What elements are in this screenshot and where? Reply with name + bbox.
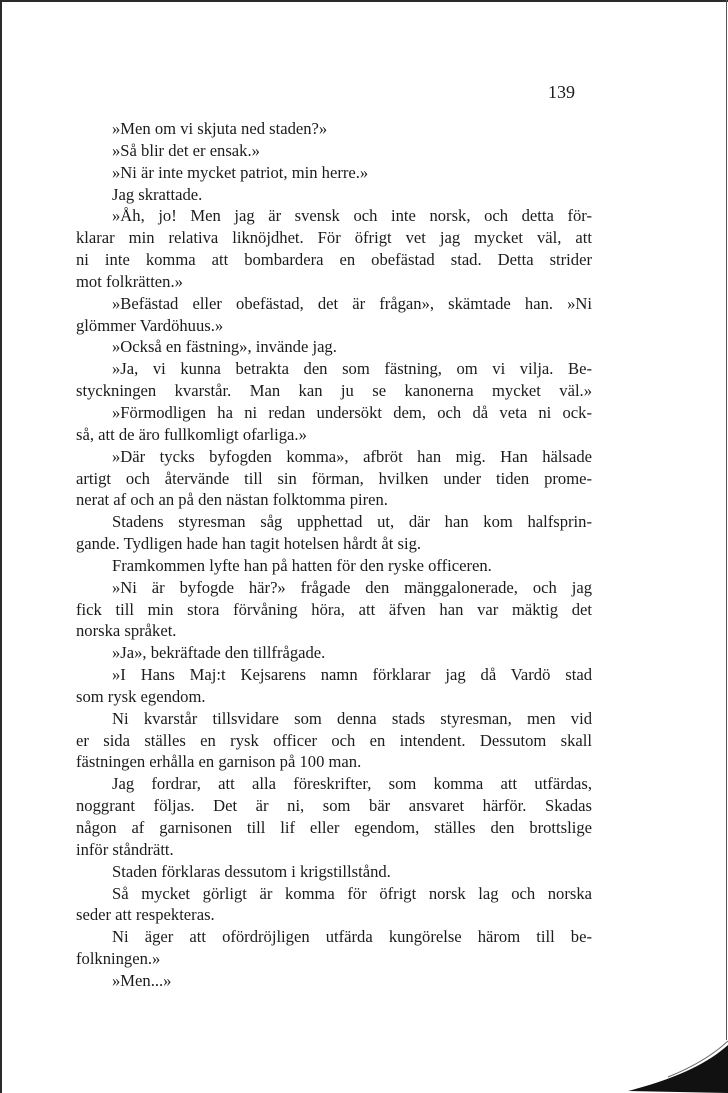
text-line: »Men om vi skjuta ned staden?» (112, 119, 328, 138)
text-line: Så mycket görligt är komma för öfrigt norsk lag och norska (112, 883, 592, 903)
text-line: artigt och återvände till sin förman, hvilken under tiden prome- (76, 468, 592, 488)
text-line: fästningen erhålla en garnison på 100 man. (76, 752, 362, 772)
text-line: så, att de äro fullkomligt ofarliga.» (76, 424, 307, 444)
text-line: noggrant följas. Det är ni, som bär ansvaret härför. Skadas (76, 796, 592, 816)
text-line: »Så blir det er ensak.» (112, 140, 260, 160)
text-line: »Ja», bekräftade den tillfrågade. (112, 643, 326, 663)
text-line: norska språket. (76, 621, 177, 641)
text-line: fick till min stora förvåning höra, att äfven han var mäktig det (76, 599, 592, 619)
page-curl-shadow (608, 1033, 728, 1093)
text-line: »Ni är inte mycket patriot, min herre.» (112, 162, 369, 182)
page-edge-left (0, 0, 2, 1093)
page-edge-top (0, 0, 728, 2)
text-line: »Åh, jo! Men jag är svensk och inte norsk, och detta för- (112, 206, 592, 226)
text-line: Stadens styresman såg upphettad ut, där han kom halfsprin- (112, 512, 592, 532)
text-line: nerat af och an på den nästan folktomma piren. (76, 490, 388, 510)
text-line: Jag fordrar, att alla föreskrifter, som komma att utfärdas, (112, 774, 592, 794)
text-line: inför ståndrätt. (76, 839, 174, 859)
text-line: »Men...» (112, 970, 172, 990)
text-line: »Befästad eller obefästad, det är frågan», skämtade han. »Ni (112, 293, 592, 313)
text-line: Ni kvarstår tillsvidare som denna stads styresman, men vid (112, 708, 592, 728)
text-line: »Också en fästning», invände jag. (112, 337, 337, 357)
text-line: Jag skrattade. (112, 184, 203, 204)
text-line: er sida ställes en rysk officer och en intendent. Dessutom skall (76, 730, 592, 750)
text-line: »Ja, vi kunna betrakta den som fästning, om vi vilja. Be- (112, 359, 592, 379)
body-text (76, 118, 592, 992)
text-line: »Förmodligen ha ni redan undersökt dem, och då veta ni ock- (112, 402, 592, 422)
text-line: »I Hans Maj:t Kejsarens namn förklarar jag då Vardö stad (112, 665, 592, 685)
text-line: klarar min relativa liknöjdhet. För öfrigt vet jag mycket väl, att (76, 228, 592, 248)
text-line: mot folkrätten.» (76, 271, 183, 291)
text-line: som rysk egendom. (76, 686, 206, 706)
text-line: Framkommen lyfte han på hatten för den ryske officeren. (112, 555, 492, 575)
text-line: folkningen.» (76, 949, 161, 969)
text-line: styckningen kvarstår. Man kan ju se kanonerna mycket väl.» (76, 381, 592, 401)
page-edge-right (726, 0, 727, 1040)
text-line: Ni äger att ofördröjligen utfärda kungörelse härom till be- (112, 927, 592, 947)
text-line: gande. Tydligen hade han tagit hotelsen hårdt åt sig. (76, 534, 422, 554)
text-line: någon af garnisonen till lif eller egendom, ställes den brottslige (76, 818, 592, 837)
text-line: »Där tycks byfogden komma», afbröt han mig. Han hälsade (112, 446, 592, 466)
text-line: Staden förklaras dessutom i krigstillstånd. (112, 861, 391, 881)
text-line: ni inte komma att bombardera en obefästad stad. Detta strider (76, 250, 592, 270)
page-number: 139 (548, 82, 575, 102)
text-line: seder att respekteras. (76, 905, 215, 925)
text-line: glömmer Vardöhuus.» (76, 315, 224, 335)
text-line: »Ni är byfogde här?» frågade den mänggalonerade, och jag (112, 577, 592, 597)
